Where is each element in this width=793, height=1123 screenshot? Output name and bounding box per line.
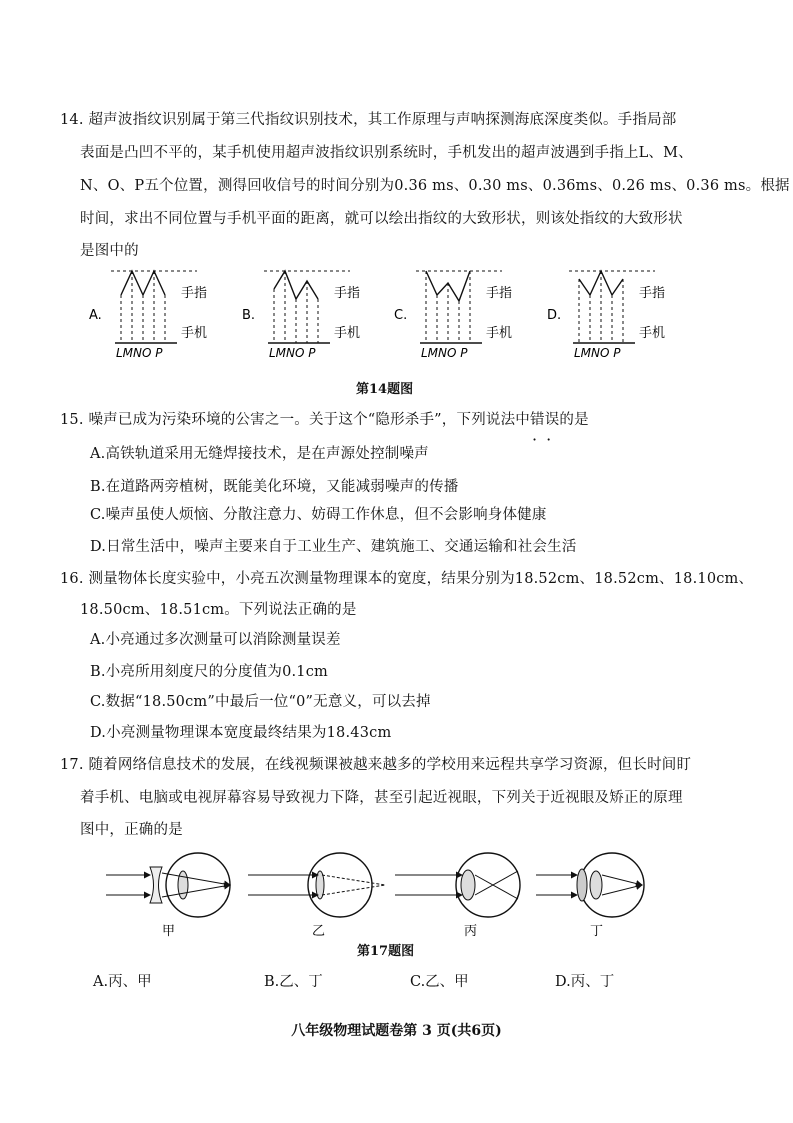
q17-answer-c: C.乙、甲 (410, 974, 469, 990)
q16-stem-line-2: 18.50cm、18.51cm。下列说法正确的是 (80, 602, 357, 618)
q14-figure-c (390, 265, 540, 360)
q17-figure-caption: 第17题图 (357, 944, 415, 959)
q17-eye-diagrams (0, 845, 793, 945)
phone-label: 手机 (639, 326, 666, 341)
phone-label: 手机 (486, 326, 513, 341)
q16-stem-line-1: 16. 测量物体长度实验中，小亮五次测量物理课本的宽度，结果分别为18.52cm、18.52cm、18.10cm、 (60, 571, 754, 587)
eye-diagram-bing (395, 853, 520, 939)
q16-option-b: B.小亮所用刻度尺的分度值为0.1cm (90, 664, 328, 680)
option-a-label: A. (89, 308, 102, 323)
q17-answer-b: B.乙、丁 (264, 974, 323, 990)
points-label: LMNO P (421, 346, 468, 360)
option-d-label: D. (547, 308, 562, 323)
eye-diagram-jia (106, 853, 230, 939)
q17-stem-line-1: 17. 随着网络信息技术的发展，在线视频课被越来越多的学校用来远程共享学习资源，但长时间盯 (60, 757, 692, 773)
q15-option-b: B.在道路两旁植树，既能美化环境，又能减弱噪声的传播 (90, 479, 459, 495)
q14-stem-line-2: 表面是凸凹不平的，某手机使用超声波指纹识别系统时，手机发出的超声波遇到手指上L、M、 (80, 145, 693, 161)
eye-diagram-yi (248, 853, 385, 939)
eye-diagram-ding (536, 853, 644, 939)
finger-label: 手指 (639, 286, 666, 301)
option-c-label: C. (394, 308, 408, 323)
eye-label-yi: 乙 (312, 924, 326, 939)
q14-stem-line-3: N、O、P五个位置，测得回收信号的时间分别为0.36 ms、0.30 ms、0.36ms、0.26 ms、0.36 ms。根据 (80, 178, 790, 194)
q14-figure-a (85, 265, 235, 360)
q17-stem-line-3: 图中，正确的是 (80, 822, 183, 838)
q15-option-c: C.噪声虽使人烦恼、分散注意力、妨碍工作休息，但不会影响身体健康 (90, 507, 547, 523)
q14-figure-d (543, 265, 693, 360)
finger-label: 手指 (181, 286, 208, 301)
q14-stem-line-5: 是图中的 (80, 243, 139, 259)
q16-option-a: A.小亮通过多次测量可以消除测量误差 (90, 632, 341, 648)
q14-figure-caption: 第14题图 (356, 382, 414, 397)
points-label: LMNO P (574, 346, 621, 360)
q16-option-c: C.数据“18.50cm”中最后一位“0”无意义，可以去掉 (90, 694, 431, 710)
eye-label-ding: 丁 (590, 924, 604, 939)
q15-option-d: D.日常生活中，噪声主要来自于工业生产、建筑施工、交通运输和社会生活 (90, 539, 577, 555)
eye-label-bing: 丙 (464, 924, 478, 939)
q14-stem-line-4: 时间，求出不同位置与手机平面的距离，就可以绘出指纹的大致形状，则该处指纹的大致形状 (80, 211, 683, 227)
page-footer: 八年级物理试题卷第 3 页(共6页) (291, 1023, 502, 1039)
option-b-label: B. (242, 308, 256, 323)
phone-label: 手机 (334, 326, 361, 341)
finger-label: 手指 (334, 286, 361, 301)
emphasis-dots: ·· (532, 430, 561, 449)
phone-label: 手机 (181, 326, 208, 341)
q17-answer-a: A.丙、甲 (93, 974, 152, 990)
q14-stem-line-1: 14. 超声波指纹识别属于第三代指纹识别技术，其工作原理与声呐探测海底深度类似。手指局部 (60, 112, 677, 128)
points-label: LMNO P (116, 346, 163, 360)
q15-stem: 15. 噪声已成为污染环境的公害之一。关于这个“隐形杀手”，下列说法中错误的是 (60, 412, 589, 428)
eye-label-jia: 甲 (162, 924, 176, 939)
q14-figure-b (238, 265, 388, 360)
q17-stem-line-2: 着手机、电脑或电视屏幕容易导致视力下降，甚至引起近视眼，下列关于近视眼及矫正的原理 (80, 790, 683, 806)
q17-answer-d: D.丙、丁 (555, 974, 615, 990)
q16-option-d: D.小亮测量物理课本宽度最终结果为18.43cm (90, 725, 392, 741)
q15-option-a: A.高铁轨道采用无缝焊接技术，是在声源处控制噪声 (90, 446, 429, 462)
points-label: LMNO P (269, 346, 316, 360)
finger-label: 手指 (486, 286, 513, 301)
